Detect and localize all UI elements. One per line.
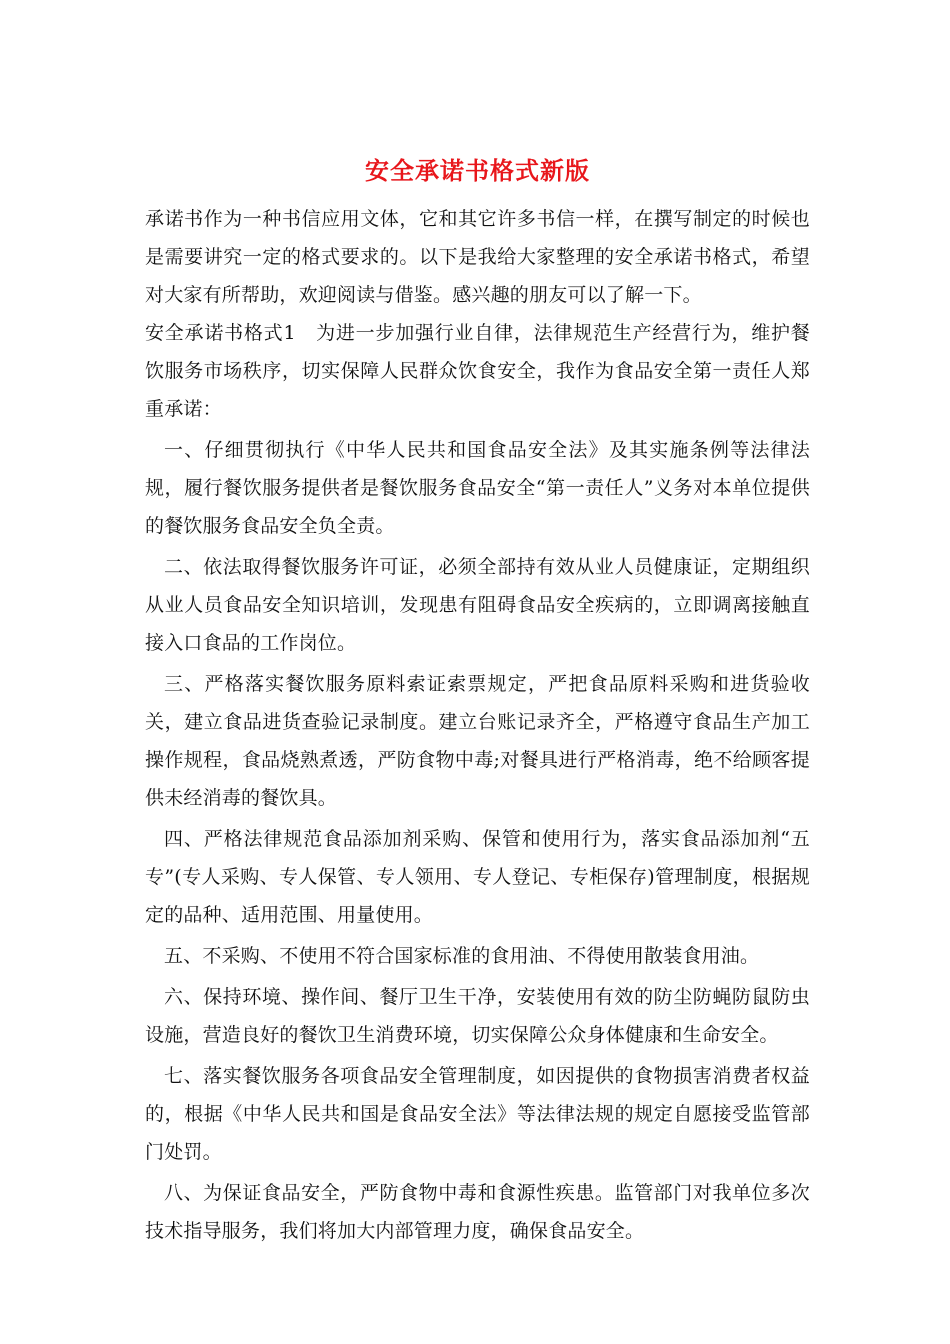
lead-paragraph: 安全承诺书格式1 为进一步加强行业自律，法律规范生产经营行为，维护餐饮服务市场秩序，切实保障人民群众饮食安全，我作为食品安全第一责任人郑重承诺： [145,322,810,420]
document-page [145,148,810,1250]
clause-8: 八、为保证食品安全，严防食物中毒和食源性疾患。监管部门对我单位多次技术指导服务，我们将加大内部管理力度，确保食品安全。 [145,1182,810,1242]
clause-3: 三、严格落实餐饮服务原料索证索票规定，严把食品原料采购和进货验收关，建立食品进货查验记录制度。建立台账记录齐全，严格遵守食品生产加工操作规程，食品烧熟煮透，严防食物中毒;对餐具进行严格消毒，绝不给顾客提供未经消毒的餐饮具。 [145,673,810,809]
intro-paragraph: 承诺书作为一种书信应用文体，它和其它许多书信一样，在撰写制定的时候也是需要讲究一定的格式要求的。以下是我给大家整理的安全承诺书格式，希望对大家有所帮助，欢迎阅读与借鉴。感兴趣的朋友可以了解一下。 [145,208,810,306]
clause-1: 一、仔细贯彻执行《中华人民共和国食品安全法》及其实施条例等法律法规，履行餐饮服务提供者是餐饮服务食品安全“第一责任人”义务对本单位提供的餐饮服务食品安全负全责。 [145,439,810,537]
clause-7: 七、落实餐饮服务各项食品安全管理制度，如因提供的食物损害消费者权益的，根据《中华人民共和国是食品安全法》等法律法规的规定自愿接受监管部门处罚。 [145,1065,810,1163]
clause-4: 四、严格法律规范食品添加剂采购、保管和使用行为，落实食品添加剂“五专”(专人采购、专人保管、专人领用、专人登记、专柜保存)管理制度，根据规定的品种、适用范围、用量使用。 [145,828,810,926]
clause-5: 五、不采购、不使用不符合国家标准的食用油、不得使用散装食用油。 [164,945,760,967]
document-title: 安全承诺书格式新版 [365,156,590,185]
clause-2: 二、依法取得餐饮服务许可证，必须全部持有效从业人员健康证，定期组织从业人员食品安全知识培训，发现患有阻碍食品安全疾病的，立即调离接触直接入口食品的工作岗位。 [145,556,810,654]
clause-6: 六、保持环境、操作间、餐厅卫生干净，安装使用有效的防尘防蝇防鼠防虫设施，营造良好的餐饮卫生消费环境，切实保障公众身体健康和生命安全。 [145,986,810,1046]
